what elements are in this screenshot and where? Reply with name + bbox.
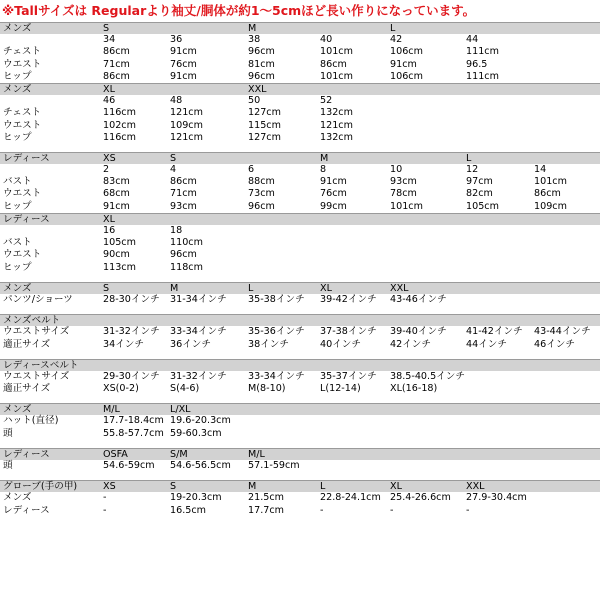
table-cell: 8 xyxy=(320,164,327,176)
table-cell: 76cm xyxy=(170,58,197,70)
size-header-cell: L xyxy=(390,23,396,34)
section-header-row xyxy=(0,152,600,164)
table-cell: 111cm xyxy=(466,46,499,58)
table-cell: 43-44インチ xyxy=(534,326,591,338)
row-label: メンズ xyxy=(3,83,32,95)
size-header-cell: XL xyxy=(103,83,115,95)
table-cell: 105cm xyxy=(103,237,136,249)
table-cell: 116cm xyxy=(103,107,136,119)
row-label: ウエストサイズ xyxy=(3,370,70,382)
table-cell: 17.7-18.4cm xyxy=(103,415,164,427)
table-cell: 39-40インチ xyxy=(390,326,447,338)
table-cell: 102cm xyxy=(103,119,136,131)
size-chart-table xyxy=(0,22,600,517)
table-cell: 111cm xyxy=(466,70,499,82)
section-header-row xyxy=(0,314,600,326)
table-cell: 41-42インチ xyxy=(466,326,523,338)
row-label: レディースベルト xyxy=(3,359,79,371)
table-cell: 101cm xyxy=(320,46,353,58)
section-header-row xyxy=(0,213,600,225)
table-cell: 121cm xyxy=(320,119,353,131)
table-row xyxy=(0,176,600,188)
table-row xyxy=(0,505,600,517)
table-cell: 42 xyxy=(390,34,403,46)
row-label: チェスト xyxy=(3,46,42,58)
table-cell: 54.6-59cm xyxy=(103,460,155,471)
table-cell: 86cm xyxy=(103,46,130,58)
table-cell: 106cm xyxy=(390,46,423,58)
table-cell: 132cm xyxy=(320,107,353,119)
section-header-row xyxy=(0,480,600,492)
row-label: ハット(直径) xyxy=(3,415,59,427)
table-cell: 78cm xyxy=(390,188,417,200)
size-header-cell: S xyxy=(170,481,177,493)
row-label: メンズ xyxy=(3,282,32,294)
spacer-row xyxy=(0,440,600,448)
table-row xyxy=(0,262,600,274)
table-cell: 96cm xyxy=(248,70,275,82)
table-row xyxy=(0,34,600,46)
table-cell: 18 xyxy=(170,225,183,236)
table-cell: 91cm xyxy=(103,200,130,212)
page-title: ※Tallサイズは Regularより袖丈/胴体が約1～5cmほど長い作りになっています。 xyxy=(2,3,476,18)
row-label: ヒップ xyxy=(3,200,32,212)
table-cell: 52 xyxy=(320,95,333,107)
table-cell: 44インチ xyxy=(466,338,507,350)
spacer-row xyxy=(0,306,600,314)
table-cell: 82cm xyxy=(466,188,493,200)
row-label: 適正サイズ xyxy=(3,383,51,395)
row-label: ヒップ xyxy=(3,131,32,143)
table-cell: 106cm xyxy=(390,70,423,82)
row-label: 頭 xyxy=(3,427,13,439)
table-row xyxy=(0,294,600,306)
table-cell: 42インチ xyxy=(390,338,431,350)
row-label: グローブ(手の甲) xyxy=(3,481,78,493)
table-cell: 68cm xyxy=(103,188,130,200)
size-header-cell: XXL xyxy=(248,83,267,95)
table-row xyxy=(0,428,600,440)
row-label: レディース xyxy=(3,448,50,460)
size-header-cell: L/XL xyxy=(170,404,191,416)
size-header-cell: M/L xyxy=(248,448,265,460)
table-row xyxy=(0,120,600,132)
table-cell: 40 xyxy=(320,34,333,46)
table-row xyxy=(0,164,600,176)
table-cell: 96cm xyxy=(170,249,197,261)
table-cell: L(12-14) xyxy=(320,383,361,395)
spacer-row xyxy=(0,144,600,152)
table-cell: 38 xyxy=(248,34,261,46)
table-cell: 16 xyxy=(103,225,116,236)
table-cell: 88cm xyxy=(248,176,275,188)
row-label: バスト xyxy=(3,176,32,188)
row-label: ウエスト xyxy=(3,119,42,131)
table-cell: 93cm xyxy=(170,200,197,212)
table-cell: 101cm xyxy=(390,200,423,212)
row-label: メンズベルト xyxy=(3,315,61,327)
table-row xyxy=(0,107,600,119)
table-row xyxy=(0,339,600,351)
size-header-cell: M/L xyxy=(103,404,120,416)
size-header-cell: XS xyxy=(103,481,116,493)
table-cell: 91cm xyxy=(170,46,197,58)
table-cell: 19.6-20.3cm xyxy=(170,415,231,427)
size-header-cell: XXL xyxy=(466,481,485,493)
table-cell: 96cm xyxy=(248,200,275,212)
section-header-row xyxy=(0,448,600,460)
table-row xyxy=(0,95,600,107)
table-cell: 35-36インチ xyxy=(248,326,305,338)
table-cell: 31-32インチ xyxy=(170,370,227,382)
spacer-row xyxy=(0,274,600,282)
table-row xyxy=(0,460,600,472)
table-cell: 29-30インチ xyxy=(103,370,160,382)
table-cell: 38インチ xyxy=(248,338,289,350)
size-header-cell: M xyxy=(248,481,257,493)
section-header-row xyxy=(0,403,600,415)
table-row xyxy=(0,59,600,71)
row-label: 適正サイズ xyxy=(3,338,51,350)
table-row xyxy=(0,383,600,395)
table-cell: - xyxy=(103,492,107,504)
table-cell: 57.1-59cm xyxy=(248,460,300,471)
table-cell: 54.6-56.5cm xyxy=(170,460,231,471)
table-row xyxy=(0,371,600,383)
row-label: チェスト xyxy=(3,107,42,119)
table-cell: 71cm xyxy=(103,58,130,70)
table-cell: 86cm xyxy=(320,58,347,70)
table-cell: 99cm xyxy=(320,200,347,212)
table-cell: 39-42インチ xyxy=(320,293,377,305)
size-header-cell: XL xyxy=(103,213,115,225)
table-cell: 4 xyxy=(170,164,177,176)
row-label: バスト xyxy=(3,237,32,249)
table-cell: 81cm xyxy=(248,58,275,70)
row-label: パンツ/ショーツ xyxy=(3,293,73,305)
table-row xyxy=(0,492,600,504)
size-header-cell: XL xyxy=(320,282,332,294)
table-cell: 127cm xyxy=(248,131,281,143)
table-cell: 86cm xyxy=(534,188,561,200)
row-label: 頭 xyxy=(3,460,13,471)
row-label: レディース xyxy=(3,504,50,516)
size-header-cell: M xyxy=(248,23,257,34)
table-cell: 113cm xyxy=(103,261,136,273)
row-label: メンズ xyxy=(3,492,32,504)
row-label: レディース xyxy=(3,152,50,164)
size-header-cell: S xyxy=(103,23,110,34)
table-cell: - xyxy=(466,504,470,516)
table-row xyxy=(0,237,600,249)
table-cell: 36 xyxy=(170,34,183,46)
table-cell: XL(16-18) xyxy=(390,383,438,395)
table-cell: 59-60.3cm xyxy=(170,427,222,439)
section-header-row xyxy=(0,359,600,371)
table-cell: 118cm xyxy=(170,261,203,273)
table-cell: 121cm xyxy=(170,131,203,143)
table-cell: 38.5-40.5インチ xyxy=(390,370,465,382)
table-cell: 46インチ xyxy=(534,338,575,350)
row-label: ヒップ xyxy=(3,70,32,82)
table-cell: 36インチ xyxy=(170,338,211,350)
table-cell: 35-38インチ xyxy=(248,293,305,305)
row-label: ウエストサイズ xyxy=(3,326,70,338)
table-cell: 73cm xyxy=(248,188,275,200)
table-cell: 115cm xyxy=(248,119,281,131)
table-cell: - xyxy=(390,504,394,516)
spacer-row xyxy=(0,472,600,480)
table-row xyxy=(0,201,600,213)
table-cell: 12 xyxy=(466,164,479,176)
size-header-cell: L xyxy=(466,152,472,164)
table-cell: 37-38インチ xyxy=(320,326,377,338)
table-cell: 76cm xyxy=(320,188,347,200)
table-cell: - xyxy=(103,504,107,516)
size-header-cell: XXL xyxy=(390,282,409,294)
table-cell: 96.5 xyxy=(466,58,488,70)
table-cell: XS(0-2) xyxy=(103,383,139,395)
table-cell: 91cm xyxy=(170,70,197,82)
table-cell: 101cm xyxy=(320,70,353,82)
table-row xyxy=(0,71,600,83)
size-header-cell: S xyxy=(170,152,177,164)
table-cell: 116cm xyxy=(103,131,136,143)
row-label: メンズ xyxy=(3,404,32,416)
size-header-cell: XS xyxy=(103,152,116,164)
row-label: ヒップ xyxy=(3,261,32,273)
table-cell: 10 xyxy=(390,164,403,176)
table-cell: 46 xyxy=(103,95,116,107)
table-cell: 93cm xyxy=(390,176,417,188)
table-cell: 101cm xyxy=(534,176,567,188)
row-label: メンズ xyxy=(3,23,32,34)
table-row xyxy=(0,132,600,144)
table-cell: 6 xyxy=(248,164,255,176)
table-cell: 31-34インチ xyxy=(170,293,227,305)
table-cell: 34インチ xyxy=(103,338,144,350)
table-cell: 110cm xyxy=(170,237,203,249)
table-cell: 97cm xyxy=(466,176,493,188)
table-cell: 121cm xyxy=(170,107,203,119)
table-cell: 31-32インチ xyxy=(103,326,160,338)
section-header-row xyxy=(0,83,600,95)
table-cell: 22.8-24.1cm xyxy=(320,492,381,504)
size-header-cell: L xyxy=(248,282,254,294)
table-row xyxy=(0,415,600,427)
table-row xyxy=(0,326,600,338)
row-label: ウエスト xyxy=(3,188,42,200)
size-header-cell: M xyxy=(320,152,329,164)
table-row xyxy=(0,188,600,200)
table-cell: 96cm xyxy=(248,46,275,58)
table-cell: 71cm xyxy=(170,188,197,200)
size-header-cell: OSFA xyxy=(103,448,128,460)
table-cell: 21.5cm xyxy=(248,492,284,504)
table-row xyxy=(0,46,600,58)
table-cell: 33-34インチ xyxy=(170,326,227,338)
table-cell: 109cm xyxy=(534,200,567,212)
table-cell: 16.5cm xyxy=(170,504,206,516)
table-cell: 83cm xyxy=(103,176,130,188)
table-cell: 19-20.3cm xyxy=(170,492,222,504)
table-cell: 109cm xyxy=(170,119,203,131)
table-row xyxy=(0,225,600,237)
table-cell: 86cm xyxy=(103,70,130,82)
table-cell: 35-37インチ xyxy=(320,370,377,382)
spacer-row xyxy=(0,395,600,403)
row-label: ウエスト xyxy=(3,58,42,70)
table-cell: M(8-10) xyxy=(248,383,286,395)
table-cell: 50 xyxy=(248,95,261,107)
row-label: ウエスト xyxy=(3,249,42,261)
table-cell: 91cm xyxy=(390,58,417,70)
table-cell: 17.7cm xyxy=(248,504,284,516)
size-header-cell: M xyxy=(170,282,179,294)
table-cell: 25.4-26.6cm xyxy=(390,492,451,504)
section-header-row xyxy=(0,282,600,294)
table-cell: 132cm xyxy=(320,131,353,143)
table-cell: 40インチ xyxy=(320,338,361,350)
table-cell: - xyxy=(320,504,324,516)
table-cell: 33-34インチ xyxy=(248,370,305,382)
table-cell: S(4-6) xyxy=(170,383,200,395)
table-row xyxy=(0,249,600,261)
table-cell: 43-46インチ xyxy=(390,293,447,305)
table-cell: 86cm xyxy=(170,176,197,188)
size-header-cell: S xyxy=(103,282,110,294)
table-cell: 28-30インチ xyxy=(103,293,160,305)
table-cell: 48 xyxy=(170,95,183,107)
table-cell: 2 xyxy=(103,164,110,176)
table-cell: 27.9-30.4cm xyxy=(466,492,527,504)
table-cell: 55.8-57.7cm xyxy=(103,427,164,439)
table-cell: 14 xyxy=(534,164,547,176)
table-cell: 44 xyxy=(466,34,479,46)
table-cell: 127cm xyxy=(248,107,281,119)
table-cell: 90cm xyxy=(103,249,130,261)
section-header-row xyxy=(0,22,600,34)
size-header-cell: L xyxy=(320,481,326,493)
table-cell: 34 xyxy=(103,34,116,46)
size-header-cell: S/M xyxy=(170,448,188,460)
table-cell: 91cm xyxy=(320,176,347,188)
row-label: レディース xyxy=(3,213,50,225)
spacer-row xyxy=(0,351,600,359)
size-header-cell: XL xyxy=(390,481,402,493)
table-cell: 105cm xyxy=(466,200,499,212)
